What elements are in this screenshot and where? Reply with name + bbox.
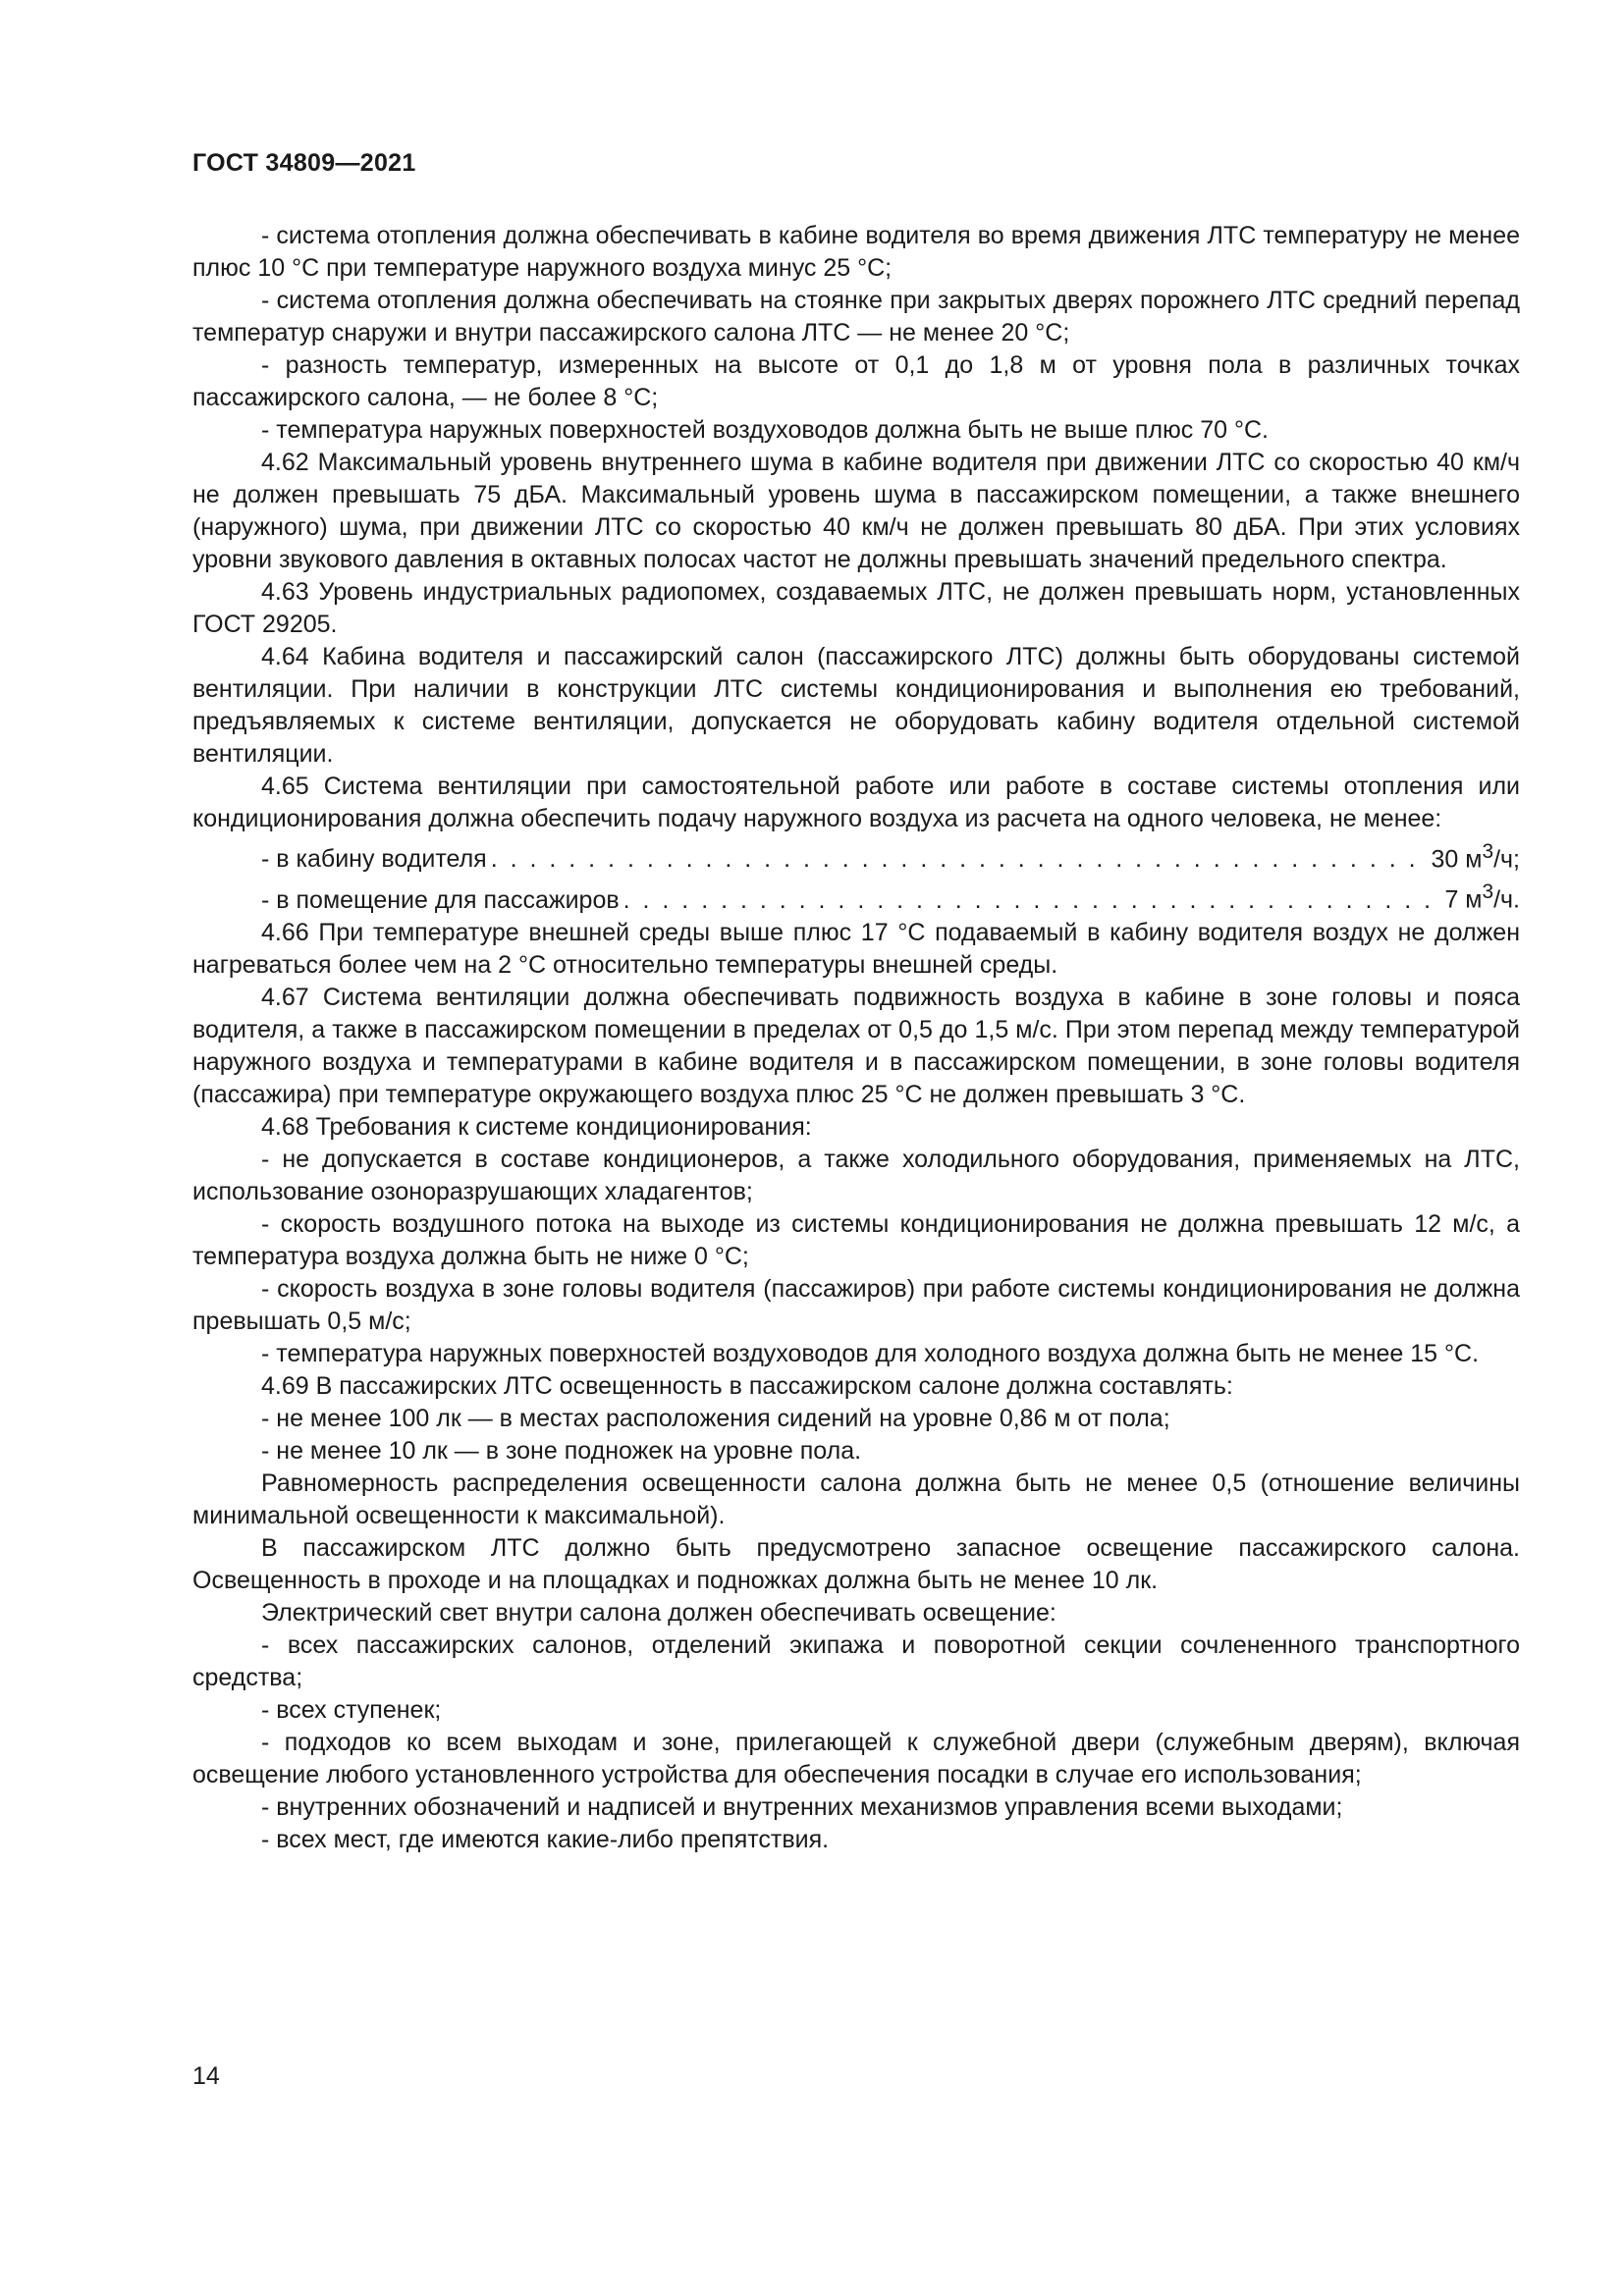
document-body (192, 220, 1520, 1856)
ventilation-list-item-passengers (192, 876, 1520, 916)
paragraph: 4.63 Уровень индустриальных радиопомех, создаваемых ЛТС, не должен превышать норм, установленных ГОСТ 29205. (192, 578, 1520, 638)
paragraph: - не менее 10 лк — в зоне подножек на уровне пола. (261, 1436, 862, 1465)
dot-leader (491, 843, 1428, 876)
list-item-value: 7 $м^3/ч$. (1444, 881, 1520, 914)
paragraph: - температура наружных поверхностей воздуховодов для холодного воздуха должна быть не менее 15 °С. (261, 1339, 1480, 1367)
paragraph: Электрический свет внутри салона должен обеспечивать освещение: (261, 1598, 1056, 1627)
paragraph: 4.62 Максимальный уровень внутреннего шума в кабине водителя при движении ЛТС со скоростью 40 км/ч не должен превышать 75 дБА. Максимальный уровень шума в пассажирском помещении, а также внешнего (наружного) шума, при движении ЛТС со скоростью 40 км/ч не должен превышать 80 дБА. При этих условиях уровни звукового давления в октавных полосах частот не должны превышать значений предельного спектра. (192, 449, 1520, 573)
paragraph: - скорость воздуха в зоне головы водителя (пассажиров) при работе системы кондиционирования не должна превышать 0,5 м/с; (192, 1274, 1520, 1335)
paragraph: - разность температур, измеренных на высоте от 0,1 до 1,8 м от уровня пола в различных точках пассажирского салона, — не более 8 °С; (192, 351, 1520, 411)
paragraph: - подходов ко всем выходам и зоне, прилегающей к служебной двери (служебным дверям), включая освещение любого установленного устройства для обеспечения посадки в случае его использования; (192, 1728, 1520, 1789)
paragraph: - температура наружных поверхностей воздуховодов должна быть не выше плюс 70 °С. (261, 416, 1269, 444)
paragraph: 4.65 Система вентиляции при самостоятельной работе или работе в составе системы отопления или кондиционирования должна обеспечить подачу наружного воздуха из расчета на одного человека, не менее: (192, 773, 1520, 832)
paragraph: 4.68 Требования к системе кондиционирования: (261, 1112, 812, 1141)
paragraph: - внутренних обозначений и надписей и внутренних механизмов управления всеми выходами; (261, 1792, 1343, 1821)
paragraph: 4.69 В пассажирских ЛТС освещенность в пассажирском салоне должна составлять: (261, 1371, 1233, 1400)
paragraph: - всех пассажирских салонов, отделений экипажа и поворотной секции сочлененного транспортного средства; (192, 1630, 1520, 1691)
document-header-title: ГОСТ 34809—2021 (192, 149, 416, 177)
paragraph: - не менее 100 лк — в местах расположения сидений на уровне 0,86 м от пола; (261, 1404, 1170, 1432)
paragraph: 4.67 Система вентиляции должна обеспечивать подвижность воздуха в кабине в зоне головы и пояса водителя, а также в пассажирском помещении в пределах от 0,5 до 1,5 м/с. При этом перепад между температурой наружного воздуха и температурами в кабине водителя и в пассажирском помещении, в зоне головы водителя (пассажира) при температуре окружающего воздуха плюс 25 °С не должен превышать 3 °С. (192, 983, 1520, 1108)
page-number: 14 (192, 2062, 220, 2090)
list-item-label: - в кабину водителя (261, 845, 487, 874)
paragraph: - не допускается в составе кондиционеров, а также холодильного оборудования, применяемых на ЛТС, использование озоноразрушающих хладагентов; (192, 1145, 1520, 1205)
paragraph: - скорость воздушного потока на выходе из системы кондиционирования не должна превышать 12 м/с, а температура воздуха должна быть не ниже 0 °С; (192, 1209, 1520, 1270)
list-item-label: - в помещение для пассажиров (261, 885, 620, 914)
dot-leader (623, 884, 1441, 917)
paragraph: 4.66 При температуре внешней среды выше плюс 17 °С подаваемый в кабину водителя воздух не должен нагреваться более чем на 2 °С относительно температуры внешней среды. (192, 918, 1520, 979)
paragraph: 4.64 Кабина водителя и пассажирский салон (пассажирского ЛТС) должны быть оборудованы системой вентиляции. При наличии в конструкции ЛТС системы кондиционирования и выполнения ею требований, предъявляемых к системе вентиляции, допускается не оборудовать кабину водителя отдельной системой вентиляции. (192, 643, 1520, 768)
ventilation-list-item-cabin (192, 835, 1520, 876)
paragraph: Равномерность распределения освещенности салона должна быть не менее 0,5 (отношение величины минимальной освещенности к максимальной). (192, 1468, 1520, 1529)
list-item-value: 30 $м^3/ч$; (1431, 840, 1520, 874)
paragraph: - система отопления должна обеспечивать в кабине водителя во время движения ЛТС температуру не менее плюс 10 °С при температуре наружного воздуха минус 25 °С; (192, 222, 1520, 282)
paragraph: В пассажирском ЛТС должно быть предусмотрено запасное освещение пассажирского салона. Освещенность в проходе и на площадках и подножках должна быть не менее 10 лк. (192, 1533, 1520, 1594)
paragraph: - система отопления должна обеспечивать на стоянке при закрытых дверях порожнего ЛТС средний перепад температур снаружи и внутри пассажирского салона ЛТС — не менее 20 °С; (192, 287, 1520, 347)
paragraph: - всех ступенек; (261, 1695, 442, 1724)
paragraph: - всех мест, где имеются какие-либо препятствия. (261, 1825, 830, 1853)
